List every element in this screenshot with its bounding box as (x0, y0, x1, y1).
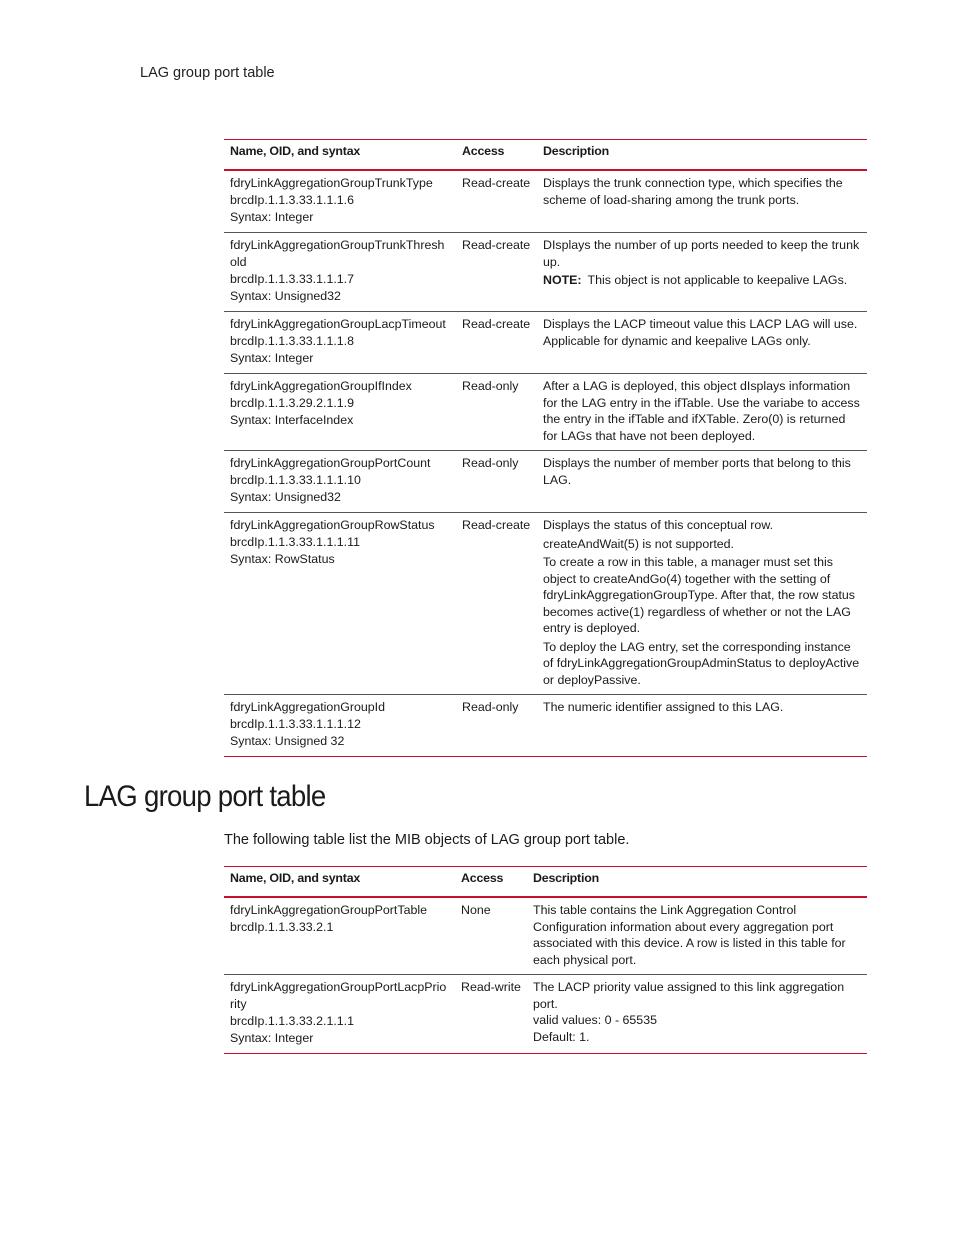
name-cell (224, 897, 455, 975)
name-cell (224, 312, 456, 374)
description-cell (537, 170, 867, 233)
note (543, 272, 861, 289)
object-syntax: Syntax: InterfaceIndex (230, 413, 354, 427)
description-cell (537, 374, 867, 451)
note-label: NOTE: (543, 273, 582, 287)
description-cell (537, 233, 867, 312)
object-oid: brcdIp.1.1.3.33.1.1.1.11 (230, 535, 360, 549)
table-row (224, 233, 867, 312)
description-cell (537, 312, 867, 374)
table-header-row (224, 867, 867, 898)
table-row (224, 695, 867, 757)
access-cell: Read-create (456, 513, 537, 695)
table-row (224, 513, 867, 695)
object-syntax: Syntax: Unsigned 32 (230, 734, 345, 748)
description-cell (537, 451, 867, 513)
column-header-access: Access (456, 140, 537, 171)
access-cell: None (455, 897, 527, 975)
description-text: After a LAG is deployed, this object dIsplays information for the LAG entry in the ifTable. Use the variabe to access the entry in the ifTable and ifXTable. Zero(0) is returned for LAGs that have not been deployed. (543, 379, 860, 443)
description-cell (527, 897, 867, 975)
table-row (224, 312, 867, 374)
object-name: fdryLinkAggregationGroupLacpTimeout (230, 317, 446, 331)
description-text: Displays the trunk connection type, which specifies the scheme of load-sharing among the trunk ports. (543, 176, 843, 207)
section-intro: The following table list the MIB objects of LAG group port table. (224, 832, 630, 848)
name-cell (224, 374, 456, 451)
object-syntax: Syntax: Unsigned32 (230, 490, 341, 504)
description-text: Displays the LACP timeout value this LACP LAG will use. Applicable for dynamic and keepalive LAGs only. (543, 317, 858, 348)
access-cell: Read-write (455, 975, 527, 1054)
object-oid: brcdIp.1.1.3.33.1.1.1.6 (230, 193, 354, 207)
description-text: Default: 1. (533, 1029, 590, 1044)
column-header-name: Name, OID, and syntax (224, 867, 455, 898)
object-oid: brcdIp.1.1.3.33.1.1.1.7 (230, 272, 354, 286)
access-cell: Read-create (456, 312, 537, 374)
object-syntax: Syntax: Integer (230, 1031, 314, 1045)
description-text: valid values: 0 - 65535 (533, 1013, 657, 1027)
description-text: createAndWait(5) is not supported. (543, 536, 735, 551)
object-name: fdryLinkAggregationGroupPortCount (230, 456, 431, 470)
description-cell (527, 975, 867, 1054)
description-text: This table contains the Link Aggregation Control Configuration information about every aggregation port associated with this device. A row is listed in this table for each physical port. (533, 903, 846, 967)
description-text: The LACP priority value assigned to this link aggregation port. (533, 980, 845, 1011)
access-cell: Read-only (456, 451, 537, 513)
object-oid: brcdIp.1.1.3.33.2.1.1.1 (230, 1014, 354, 1028)
object-name: fdryLinkAggregationGroupRowStatus (230, 518, 435, 532)
object-oid: brcdIp.1.1.3.33.1.1.1.8 (230, 334, 354, 348)
object-name: fdryLinkAggregationGroupTrunkType (230, 176, 433, 190)
object-syntax: Syntax: Integer (230, 351, 314, 365)
description-cell (537, 695, 867, 757)
description-text: DIsplays the number of up ports needed to keep the trunk up. (543, 238, 860, 269)
table-row (224, 170, 867, 233)
description-cell (537, 513, 867, 695)
table-row (224, 451, 867, 513)
access-cell: Read-create (456, 233, 537, 312)
description-text: To create a row in this table, a manager must set this object to createAndGo(4) together with the setting of fdryLinkAggregationGroupType. After that, the row status becomes active(1) regardless of whether or not the LAG entry is deployed. (543, 555, 856, 635)
mib-table-lag-group (224, 139, 867, 757)
description-text: The numeric identifier assigned to this LAG. (543, 700, 784, 714)
object-name: fdryLinkAggregationGroupIfIndex (230, 379, 412, 393)
access-cell: Read-only (456, 695, 537, 757)
note-text: This object is not applicable to keepalive LAGs. (587, 273, 848, 287)
name-cell (224, 170, 456, 233)
object-syntax: Syntax: Unsigned32 (230, 289, 341, 303)
column-header-access: Access (455, 867, 527, 898)
description-text: Displays the number of member ports that belong to this LAG. (543, 456, 851, 487)
column-header-description: Description (527, 867, 867, 898)
object-syntax: Syntax: Integer (230, 210, 314, 224)
object-oid: brcdIp.1.1.3.33.2.1 (230, 920, 334, 934)
running-header: LAG group port table (140, 65, 275, 81)
object-name: fdryLinkAggregationGroupPortLacpPriority (230, 980, 447, 1011)
description-text: To deploy the LAG entry, set the corresponding instance of fdryLinkAggregationGroupAdminStatus to deployActive or deployPassive. (543, 639, 860, 687)
access-cell: Read-only (456, 374, 537, 451)
name-cell (224, 975, 455, 1054)
access-cell: Read-create (456, 170, 537, 233)
name-cell (224, 233, 456, 312)
column-header-description: Description (537, 140, 867, 171)
table-row (224, 975, 867, 1054)
object-name: fdryLinkAggregationGroupTrunkThreshold (230, 238, 445, 269)
name-cell (224, 451, 456, 513)
section-title: LAG group port table (84, 780, 326, 813)
object-oid: brcdIp.1.1.3.33.1.1.1.12 (230, 717, 361, 731)
object-oid: brcdIp.1.1.3.33.1.1.1.10 (230, 473, 361, 487)
table-row (224, 897, 867, 975)
name-cell (224, 695, 456, 757)
table-row (224, 374, 867, 451)
object-name: fdryLinkAggregationGroupId (230, 700, 385, 714)
object-oid: brcdIp.1.1.3.29.2.1.1.9 (230, 396, 354, 410)
name-cell (224, 513, 456, 695)
description-text: Displays the status of this conceptual row. (543, 518, 774, 532)
object-name: fdryLinkAggregationGroupPortTable (230, 903, 427, 917)
mib-table-lag-group-port (224, 866, 867, 1054)
column-header-name: Name, OID, and syntax (224, 140, 456, 171)
object-syntax: Syntax: RowStatus (230, 552, 335, 566)
table-header-row (224, 140, 867, 171)
